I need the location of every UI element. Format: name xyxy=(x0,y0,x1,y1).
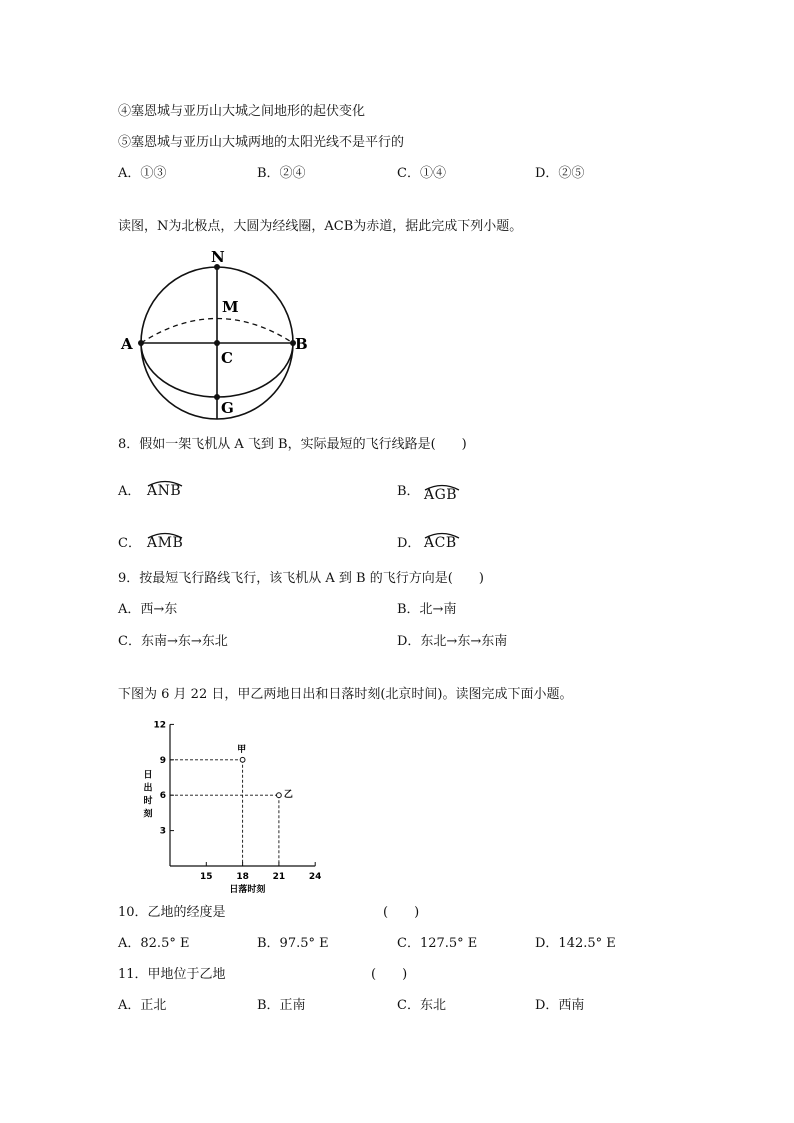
point-label: 乙 xyxy=(283,790,293,801)
q10-stem: 10．乙地的经度是 xyxy=(118,905,226,920)
q8-option-d-arc: ACB xyxy=(424,529,457,551)
arc-symbol-icon xyxy=(424,481,460,491)
y-axis-label-char: 时 xyxy=(143,796,153,807)
y-tick-label: 12 xyxy=(153,720,166,731)
x-tick-label: 18 xyxy=(236,872,249,882)
y-axis-label-char: 出 xyxy=(143,783,153,794)
label-c: C xyxy=(221,349,233,367)
q8-option-b-prefix: B． xyxy=(397,484,420,499)
chart-guides xyxy=(170,760,279,866)
q9-stem: 9．按最短飞行路线飞行，该飞机从 A 到 B 的飞行方向是( ) xyxy=(118,571,484,586)
arc-symbol-icon xyxy=(147,529,183,539)
q9-option-a: A．西→东 xyxy=(118,602,178,617)
point-label: 甲 xyxy=(237,744,247,755)
q9-option-d: D．东北→东→东南 xyxy=(397,634,508,649)
chart-points xyxy=(240,757,281,797)
y-tick-label: 3 xyxy=(159,826,166,837)
q7-item-4: ④塞恩城与亚历山大城之间地形的起伏变化 xyxy=(118,104,366,119)
q11-option-d: D．西南 xyxy=(535,998,585,1013)
q11-option-a: A．正北 xyxy=(118,998,167,1013)
q8-stem: 8．假如一架飞机从 A 飞到 B，实际最短的飞行线路是( ) xyxy=(118,437,467,452)
label-g: G xyxy=(221,399,234,417)
y-axis-label-char: 日 xyxy=(143,770,153,781)
q8-option-d-prefix: D． xyxy=(397,536,421,551)
q10-option-c: C．127.5° E xyxy=(397,936,478,951)
q10-option-b: B．97.5° E xyxy=(257,936,329,951)
q10-option-d: D．142.5° E xyxy=(535,936,616,951)
q11-answer-paren: ( ) xyxy=(371,967,408,982)
y-tick-label: 6 xyxy=(159,791,166,802)
sunrise-sunset-chart xyxy=(130,712,335,895)
x-tick-label: 21 xyxy=(272,872,286,882)
arc-symbol-icon xyxy=(424,529,460,539)
x-axis-label: 日落时刻 xyxy=(229,885,266,895)
point-c xyxy=(214,340,220,346)
label-m: M xyxy=(222,298,239,316)
q8-option-a-prefix: A． xyxy=(118,484,141,499)
q11-option-c: C．东北 xyxy=(397,998,446,1013)
q7-option-b: B．②④ xyxy=(257,166,306,181)
q8-option-c-prefix: C． xyxy=(118,536,141,551)
q7-item-5: ⑤塞恩城与亚历山大城两地的太阳光线不是平行的 xyxy=(118,135,405,150)
q11-option-b: B．正南 xyxy=(257,998,306,1013)
intro-figure1: 读图，N为北极点，大圆为经线圈，ACB为赤道，据此完成下列小题。 xyxy=(118,219,523,234)
data-point xyxy=(240,757,245,762)
point-a xyxy=(138,340,144,346)
q7-option-c: C．①④ xyxy=(397,166,446,181)
q8-option-b-arc: AGB xyxy=(424,481,457,503)
q11-stem: 11．甲地位于乙地 xyxy=(118,967,226,982)
q10-answer-paren: ( ) xyxy=(383,905,420,920)
arc-symbol-icon xyxy=(147,477,183,487)
q7-option-a: A．①③ xyxy=(118,166,167,181)
label-a: A xyxy=(121,335,133,353)
q8-option-a-arc: ANB xyxy=(147,477,181,499)
q10-option-a: A．82.5° E xyxy=(118,936,190,951)
q9-option-c: C．东南→东→东北 xyxy=(118,634,228,649)
q8-option-c-arc: AMB xyxy=(147,529,183,551)
data-point xyxy=(277,793,282,798)
q7-option-d: D．②⑤ xyxy=(535,166,585,181)
meridian-circle-figure xyxy=(110,240,320,425)
label-b: B xyxy=(295,335,308,353)
point-g xyxy=(214,394,220,400)
y-tick-label: 9 xyxy=(159,755,166,766)
x-tick-label: 24 xyxy=(308,872,322,882)
q9-option-b: B．北→南 xyxy=(397,602,457,617)
label-n: N xyxy=(211,248,225,266)
intro-figure2: 下图为 6 月 22 日，甲乙两地日出和日落时刻(北京时间)。读图完成下面小题。 xyxy=(118,687,573,702)
x-tick-label: 15 xyxy=(200,872,213,882)
y-axis-label-char: 刻 xyxy=(143,809,153,820)
